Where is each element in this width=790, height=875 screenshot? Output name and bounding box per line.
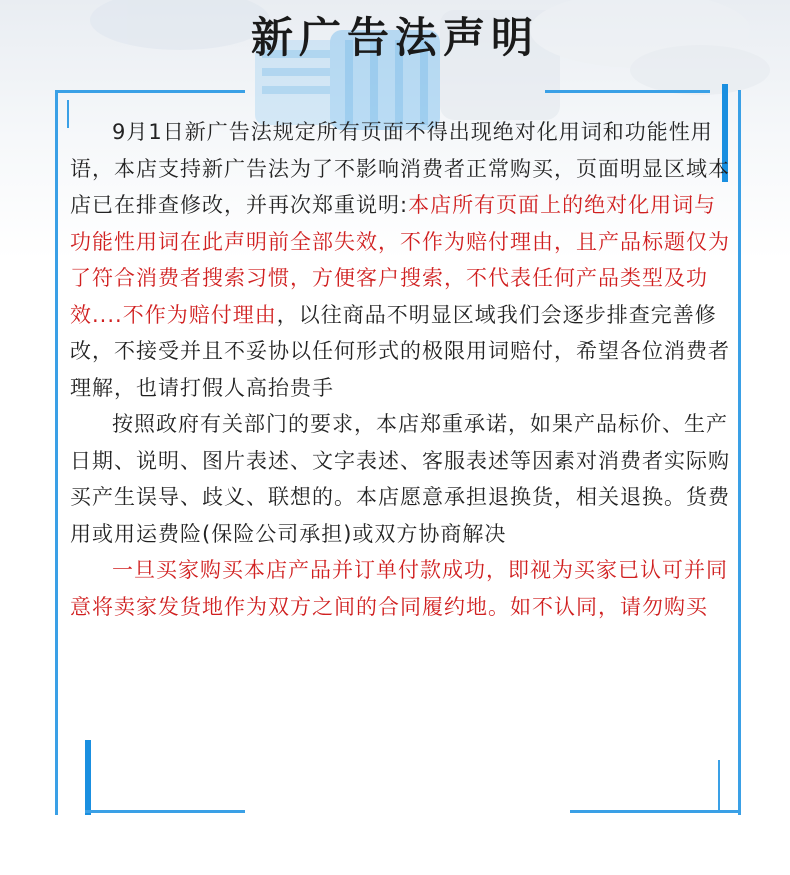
frame-bottom-right-inner — [718, 760, 720, 810]
frame-right-line — [738, 90, 741, 815]
paragraph-2: 按照政府有关部门的要求，本店郑重承诺，如果产品标价、生产日期、说明、图片表述、文字表述、客服表述等因素对消费者实际购买产生误导、歧义、联想的。本店愿意承担退换货，相关退换。货费用或用运费险(保险公司承担)或双方协商解决 — [70, 412, 730, 546]
paragraph-1-intro: 9月1日新广告法规定所有页面不得出现绝对化用词和功能性用语，本店支持新广告法为了不影响消费者正常购买，页面明显区域本店已在排查修改，并再次郑重说明: — [70, 120, 730, 217]
frame-top-left-line — [55, 90, 245, 93]
page-title: 新广告法声明 — [250, 13, 539, 62]
frame-bottom-right-line — [570, 810, 740, 813]
announcement-body — [70, 114, 730, 625]
paragraph-1-outro: ，以往商品不明显区域我们会逐步排查完善修改，不接受并且不妥协以任何形式的极限用词赔付，希望各位消费者理解，也请打假人高抬贵手 — [70, 302, 730, 400]
frame-bottom-left-accent — [85, 740, 91, 815]
paragraph-1 — [70, 114, 730, 406]
paragraph-3: 一旦买家购买本店产品并订单付款成功，即视为买家已认可并同意将卖家发货地作为双方之间的合同履约地。如不认同，请勿购买 — [70, 558, 728, 619]
frame-left-line — [55, 90, 58, 815]
frame-top-right-line — [545, 90, 710, 93]
frame-bottom-left-line — [85, 810, 245, 813]
frame-inner-left-line — [67, 100, 69, 128]
paragraph-1-highlight: 本店所有页面上的绝对化用词与功能性用词在此声明前全部失效，不作为赔付理由，且产品标题仅为了符合消费者搜索习惯，方便客户搜索，不代表任何产品类型及功效....不作为赔付理由 — [70, 193, 730, 327]
